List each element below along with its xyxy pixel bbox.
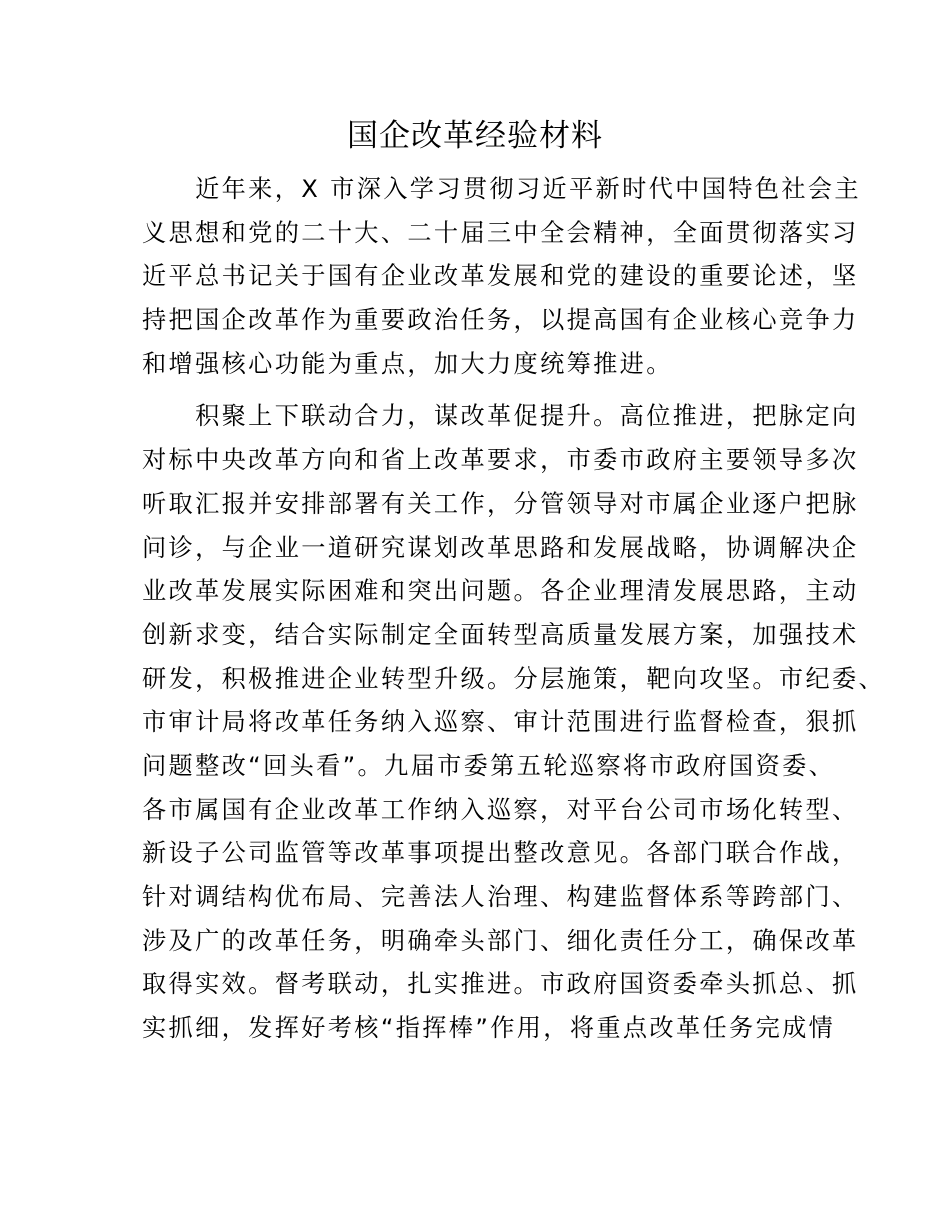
text-line: 近平总书记关于国有企业改革发展和党的建设的重要论述，坚: [142, 262, 859, 291]
text-line: 义思想和党的二十大、二十届三中全会精神，全面贯彻落实习: [142, 218, 859, 247]
text-line: 和增强核心功能为重点，加大力度统筹推进。: [142, 349, 673, 378]
text-line: 各市属国有企业改革工作纳入巡察，对平台公司市场化转型、: [142, 795, 859, 824]
paragraph-intro: [142, 168, 861, 386]
text-line: 持把国企改革作为重要政治任务，以提高国有企业核心竞争力: [142, 306, 859, 335]
document-title: 国企改革经验材料: [347, 118, 603, 154]
paragraph-joint-effort: [142, 395, 886, 1050]
text-line: 业改革发展实际困难和突出问题。各企业理清发展思路，主动: [142, 577, 859, 606]
text-line: 研发，积极推进企业转型升级。分层施策，靶向攻坚。市纪委、: [142, 664, 886, 693]
text-line: 问诊，与企业一道研究谋划改革思路和发展战略，协调解决企: [142, 533, 859, 562]
text-line: 新设子公司监管等改革事项提出整改意见。各部门联合作战，: [142, 839, 859, 868]
document-body: [142, 168, 886, 1051]
text-line: 取得实效。督考联动，扎实推进。市政府国资委牵头抓总、抓: [142, 970, 859, 999]
text-line: 针对调结构优布局、完善法人治理、构建监督体系等跨部门、: [142, 883, 859, 911]
text-line: 涉及广的改革任务，明确牵头部门、细化责任分工，确保改革: [142, 926, 859, 955]
text-line: 创新求变，结合实际制定全面转型高质量发展方案，加强技术: [142, 620, 859, 649]
text-line: 市审计局将改革任务纳入巡察、审计范围进行监督检查，狠抓: [142, 708, 859, 737]
text-line: 积聚上下联动合力，谋改革促提升。高位推进，把脉定向: [142, 402, 859, 431]
text-line: 听取汇报并安排部署有关工作，分管领导对市属企业逐户把脉: [142, 489, 859, 518]
text-line: 问题整改“回头看”。九届市委第五轮巡察将市政府国资委、: [142, 751, 836, 780]
text-line: 近年来，X 市深入学习贯彻习近平新时代中国特色社会主: [142, 175, 861, 203]
text-line: 对标中央改革方向和省上改革要求，市委市政府主要领导多次: [142, 446, 859, 475]
text-line: 实抓细，发挥好考核“指挥棒”作用，将重点改革任务完成情: [142, 1014, 836, 1043]
